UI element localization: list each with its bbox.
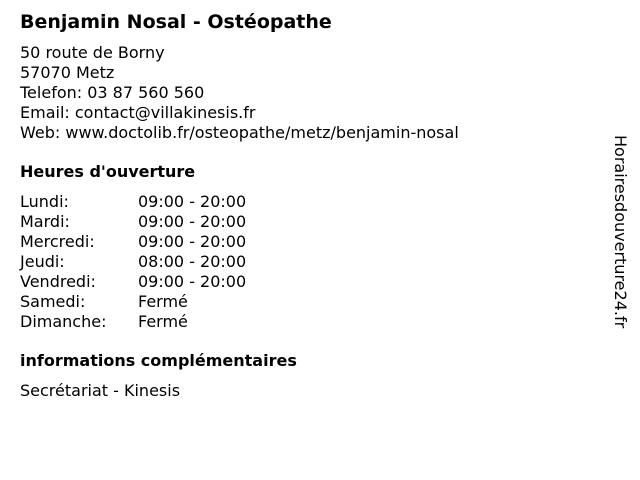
hours-row-tuesday	[20, 212, 600, 232]
time-value: Fermé	[138, 292, 188, 311]
time-value: 09:00 - 20:00	[138, 272, 247, 291]
hours-row-saturday	[20, 292, 600, 312]
opening-hours-heading: Heures d'ouverture	[20, 162, 196, 181]
time-value: 09:00 - 20:00	[138, 212, 247, 231]
time-value: Fermé	[138, 312, 188, 331]
time-value: 08:00 - 20:00	[138, 252, 247, 271]
business-title: Benjamin Nosal - Ostéopathe	[20, 11, 332, 33]
day-label: Mardi:	[20, 212, 70, 231]
day-label: Mercredi:	[20, 232, 95, 251]
day-label: Lundi:	[20, 192, 69, 211]
hours-row-sunday	[20, 312, 600, 332]
additional-info-heading: informations complémentaires	[20, 351, 297, 370]
time-value: 09:00 - 20:00	[138, 232, 247, 251]
opening-hours-table	[20, 192, 600, 332]
site-watermark: Horairesdouverture24.fr	[611, 135, 630, 329]
day-label: Samedi:	[20, 292, 86, 311]
hours-row-monday	[20, 192, 600, 212]
additional-info-text: Secrétariat - Kinesis	[20, 381, 181, 400]
phone-line: Telefon: 03 87 560 560	[20, 83, 205, 102]
hours-row-friday	[20, 272, 600, 292]
day-label: Jeudi:	[20, 252, 65, 271]
business-card	[20, 9, 600, 401]
contact-block	[20, 43, 600, 143]
day-label: Dimanche:	[20, 312, 107, 331]
website-line: Web: www.doctolib.fr/osteopathe/metz/benjamin-nosal	[20, 123, 459, 142]
email-line: Email: contact@villakinesis.fr	[20, 103, 256, 122]
address-city: 57070 Metz	[20, 63, 115, 82]
address-street: 50 route de Borny	[20, 43, 165, 62]
time-value: 09:00 - 20:00	[138, 192, 247, 211]
hours-row-thursday	[20, 252, 600, 272]
hours-row-wednesday	[20, 232, 600, 252]
day-label: Vendredi:	[20, 272, 96, 291]
